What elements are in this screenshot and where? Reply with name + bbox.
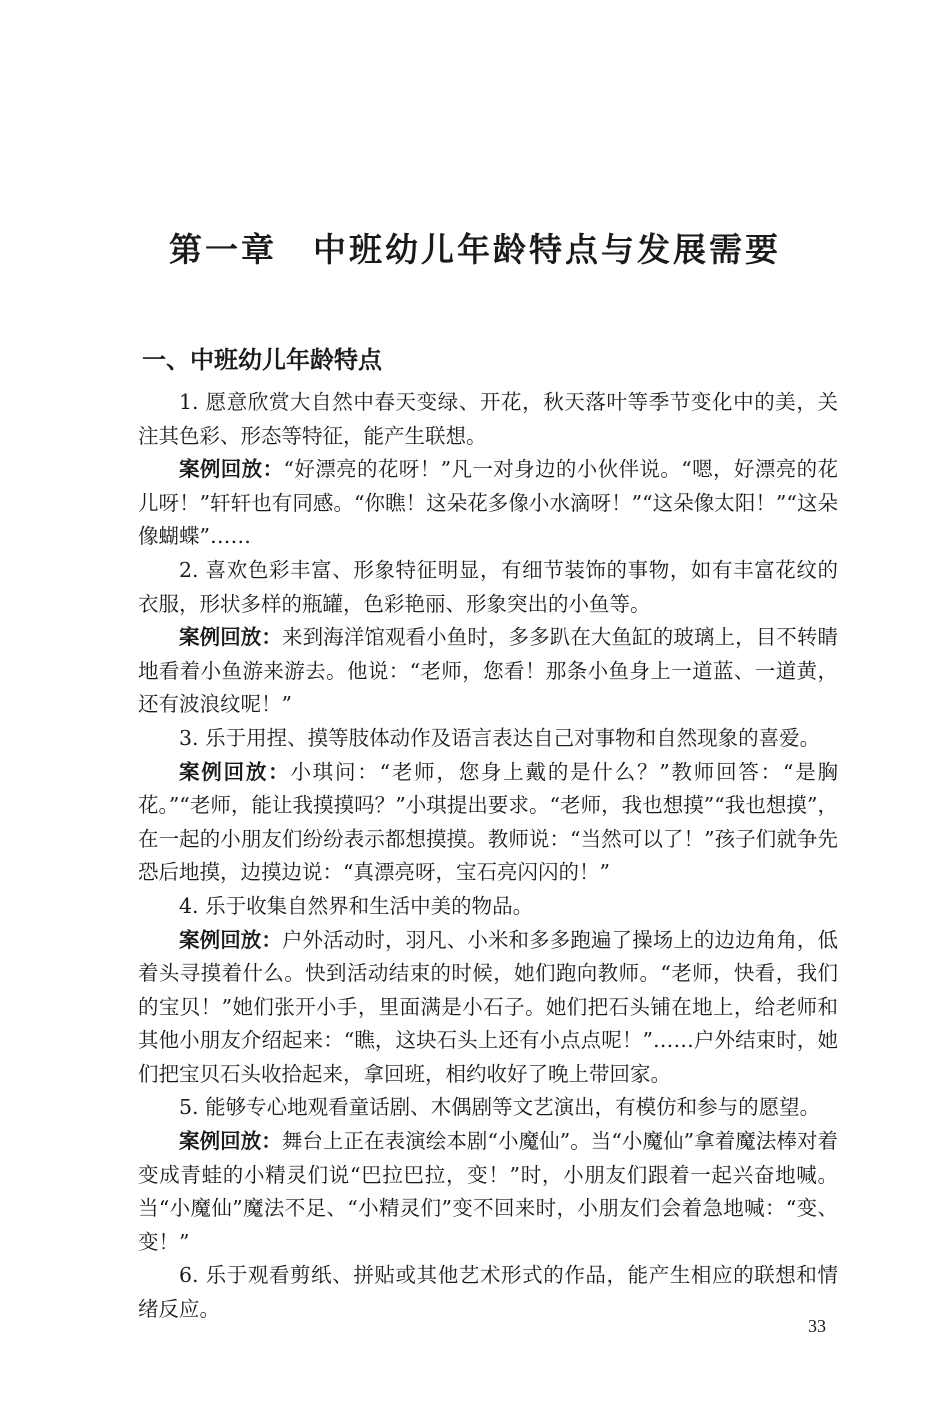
page-number: 33 — [808, 1316, 826, 1336]
case-text: “好漂亮的花呀！”凡一对身边的小伙伴说。“嗯，好漂亮的花儿呀！”轩轩也有同感。“你瞧！这朵花多像小水滴呀！”“这朵像太阳！”“这朵像蝴蝶”…… — [138, 457, 838, 549]
case-label: 案例回放： — [179, 1129, 282, 1154]
case-1 — [138, 453, 838, 554]
chapter-label: 第一章 — [169, 230, 277, 269]
case-label: 案例回放： — [179, 625, 282, 650]
case-3 — [138, 756, 838, 890]
point-6: 6. 乐于观看剪纸、拼贴或其他艺术形式的作品，能产生相应的联想和情绪反应。 — [138, 1263, 838, 1322]
point-2: 2. 喜欢色彩丰富、形象特征明显，有细节装饰的事物，如有丰富花纹的衣服，形状多样的瓶罐，色彩艳丽、形象突出的小鱼等。 — [138, 557, 838, 616]
case-2 — [138, 621, 838, 722]
case-text: 舞台上正在表演绘本剧“小魔仙”。当“小魔仙”拿着魔法棒对着变成青蛙的小精灵们说“巴拉巴拉，变！”时，小朋友们跟着一起兴奋地喊。当“小魔仙”魔法不足、“小精灵们”变不回来时，小朋友们会着急地喊：“变、变！” — [138, 1129, 839, 1254]
case-4 — [138, 924, 838, 1092]
point-4: 4. 乐于收集自然界和生活中美的物品。 — [179, 893, 534, 918]
case-text: 户外活动时，羽凡、小米和多多跑遍了操场上的边边角角，低着头寻摸着什么。快到活动结束的时候，她们跑向教师。“老师，快看，我们的宝贝！”她们张开小手，里面满是小石子。她们把石头铺在地上，给老师和其他小朋友介绍起来：“瞧，这块石头上还有小点点呢！”……户外结束时，她们把宝贝石头收拾起来，拿回班，相约收好了晚上带回家。 — [138, 927, 838, 1086]
case-text: 来到海洋馆观看小鱼时，多多趴在大鱼缸的玻璃上，目不转睛地看着小鱼游来游去。他说：“老师，您看！那条小鱼身上一道蓝、一道黄，还有波浪纹呢！” — [138, 625, 838, 717]
case-label: 案例回放： — [179, 927, 282, 952]
case-label: 案例回放： — [179, 759, 291, 784]
point-1: 1. 愿意欣赏大自然中春天变绿、开花，秋天落叶等季节变化中的美，关注其色彩、形态等特征，能产生联想。 — [138, 390, 838, 448]
case-text: 小琪问：“老师，您身上戴的是什么？”教师回答：“是胸花。”“老师，能让我摸摸吗？”小琪提出要求。“老师，我也想摸”“我也想摸”，在一起的小朋友们纷纷表示都想摸摸。教师说：“当然可以了！”孩子们就争先恐后地摸，边摸边说：“真漂亮呀，宝石亮闪闪的！” — [138, 759, 838, 885]
chapter-title-text: 中班幼儿年龄特点与发展需要 — [313, 230, 781, 269]
point-3: 3. 乐于用捏、摸等肢体动作及语言表达自己对事物和自然现象的喜爱。 — [179, 725, 821, 750]
body-text — [138, 386, 838, 1327]
case-5 — [138, 1125, 838, 1259]
point-5: 5. 能够专心地观看童话剧、木偶剧等文艺演出，有模仿和参与的愿望。 — [179, 1095, 821, 1120]
case-label: 案例回放： — [179, 457, 284, 482]
chapter-title — [0, 224, 950, 271]
section-heading: 一、中班幼儿年龄特点 — [142, 346, 382, 374]
